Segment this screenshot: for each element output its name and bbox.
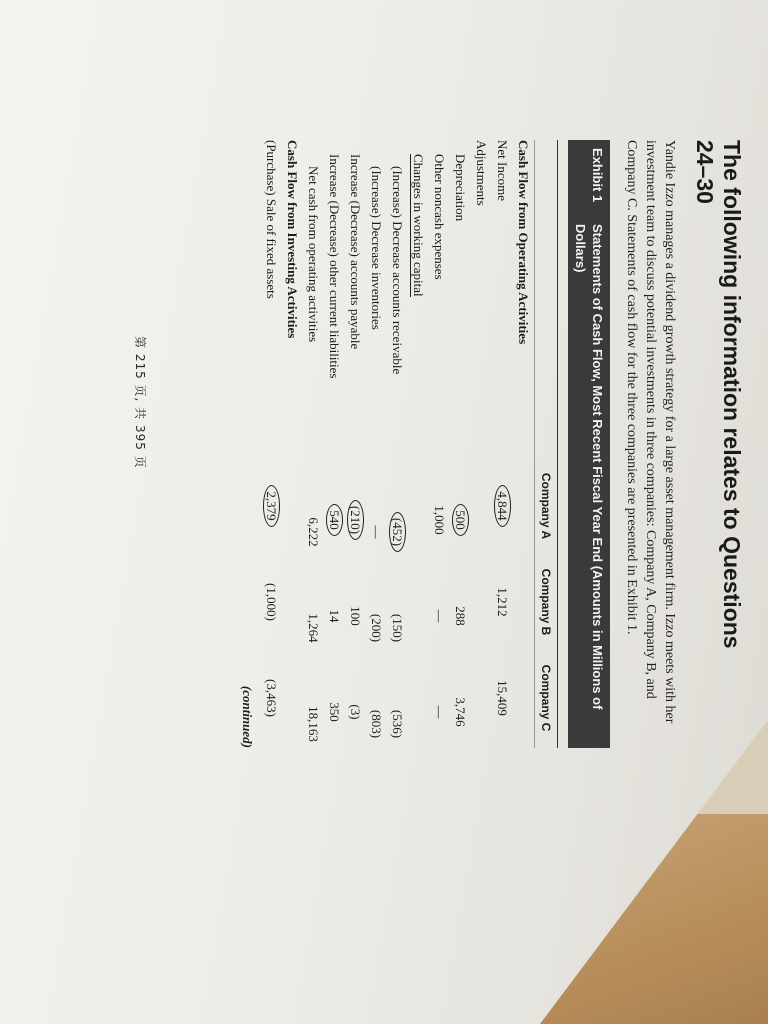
pen-circled-value: 2,379 xyxy=(263,485,280,526)
row-label: Adjustments xyxy=(474,140,489,206)
table-row: (Increase) Decrease inventories — (200) (803) xyxy=(366,140,387,748)
pen-circled-value: 4,844 xyxy=(494,485,511,526)
title-line-1: The following information relates to Questions xyxy=(719,140,745,649)
table-row: Increase (Decrease) other current liabilities 540 14 350 xyxy=(324,140,345,748)
row-label: Cash Flow from Operating Activities xyxy=(516,140,531,345)
row-label: Changes in working capital xyxy=(411,154,426,297)
table-row xyxy=(408,140,429,748)
table-row xyxy=(513,140,534,748)
pen-circled-value: 500 xyxy=(452,504,469,536)
page-footer: 第 215 页, 共 395 页 xyxy=(133,336,147,469)
table-row: Net Income 4,844 1,212 15,409 xyxy=(495,140,510,716)
intro-paragraph: Yandie Izzo manages a dividend growth strategy for a large asset management firm. Izzo meets with her investment team to discuss potential investments in three companies: Company A, Company B, and Company C. Statements of cash flow for the three companies are presented in Exhibit 1. xyxy=(624,140,677,724)
row-label: Net Income xyxy=(495,140,510,202)
row-label: Depreciation xyxy=(453,154,468,222)
cash-flow-table xyxy=(261,140,558,748)
continued-note: (continued) xyxy=(240,685,255,748)
exhibit-title: Statements of Cash Flow, Most Recent Fiscal Year End (Amounts in Millions of Dollars) xyxy=(573,224,605,710)
table-row xyxy=(471,140,492,748)
row-label: Increase (Decrease) other current liabilities xyxy=(327,154,342,379)
row-label: (Increase) Decrease inventories xyxy=(369,166,384,330)
row-label: Net cash from operating activities xyxy=(306,166,321,343)
column-header-company-b: Company B xyxy=(539,568,553,636)
pen-circled-value: (210) xyxy=(347,500,364,540)
row-label: Other noncash expenses xyxy=(432,154,447,280)
exhibit-header xyxy=(568,140,610,748)
table-row: Depreciation 500 288 3,746 xyxy=(450,140,471,748)
exhibit-label: Exhibit 1 xyxy=(590,148,605,203)
table-row: Net cash from operating activities 6,222 1,264 18,163 xyxy=(303,140,324,748)
row-label: Increase (Decrease) accounts payable xyxy=(348,154,363,350)
row-label: (Increase) Decrease accounts receivable xyxy=(390,166,405,375)
table-row: Increase (Decrease) accounts payable (210) 100 (3) xyxy=(345,140,366,748)
table-row: Other noncash expenses 1,000 — — xyxy=(429,140,450,748)
table-row xyxy=(282,140,303,748)
document-page xyxy=(105,140,745,800)
column-header-company-a: Company A xyxy=(539,472,553,540)
table-row: (Purchase) Sale of fixed assets 2,379 (1,000) (3,463) xyxy=(264,140,279,717)
table-row: (Increase) Decrease accounts receivable (452) (150) (536) xyxy=(387,140,408,748)
pen-circled-value: (452) xyxy=(389,512,406,552)
title-line-2: 24–30 xyxy=(692,140,718,204)
pen-circled-value: 540 xyxy=(326,504,343,536)
page-title xyxy=(691,140,745,800)
row-label: Cash Flow from Investing Activities xyxy=(285,140,300,339)
column-header-company-c: Company C xyxy=(539,664,553,732)
table-header-row xyxy=(534,140,557,748)
row-label: (Purchase) Sale of fixed assets xyxy=(264,140,279,299)
